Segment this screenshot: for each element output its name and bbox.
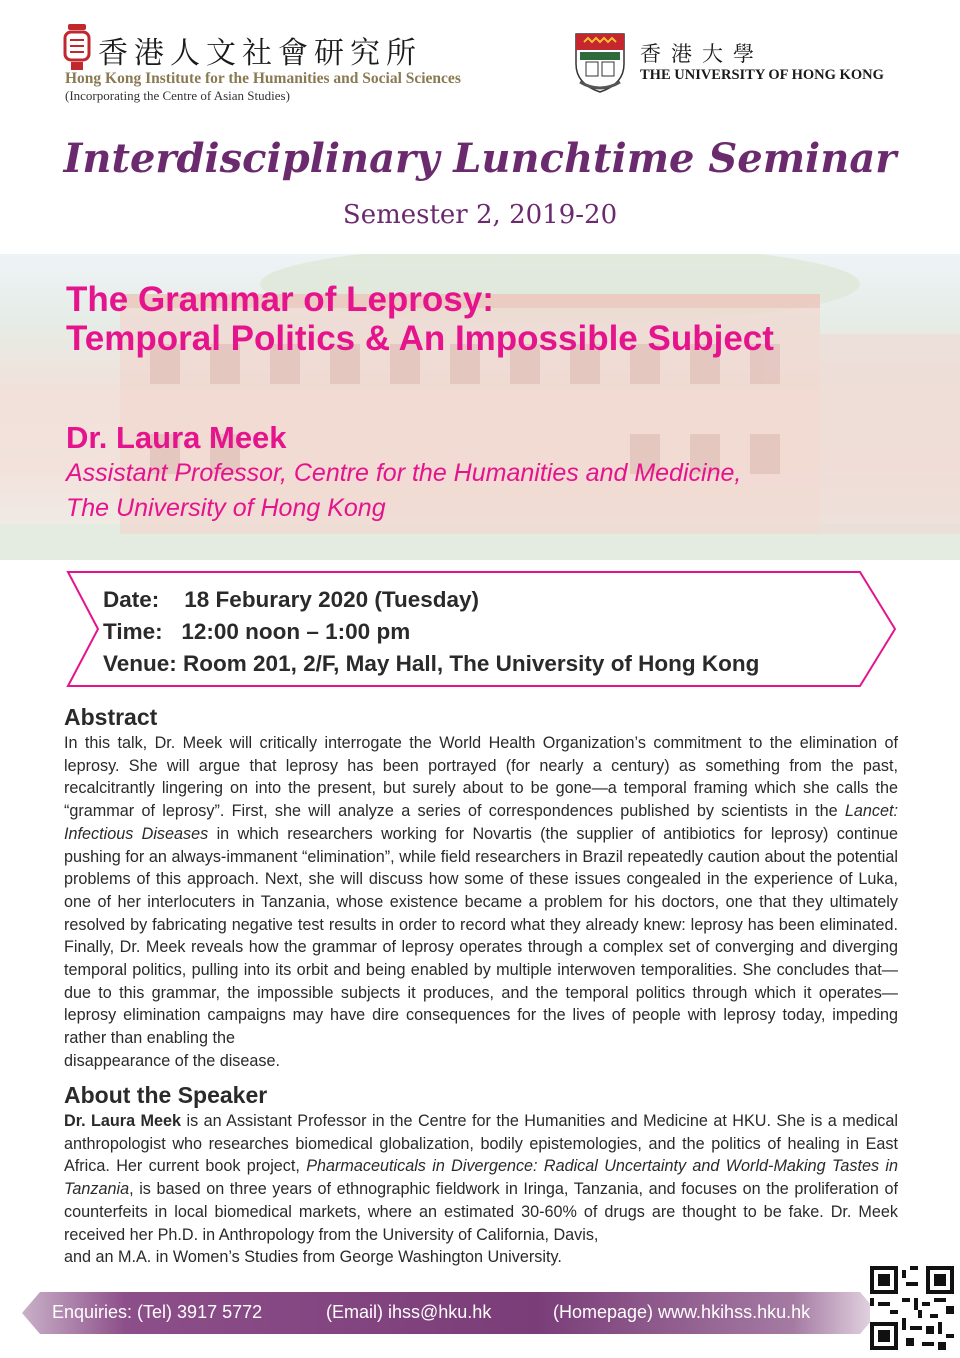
date-label: Date: bbox=[103, 587, 160, 612]
speaker-bio-text-3: and an M.A. in Women’s Studies from George Washington University. bbox=[64, 1248, 562, 1267]
abstract-text-3: disappearance of the disease. bbox=[64, 1051, 280, 1070]
abstract-text-2: in which researchers working for Novartis (the supplier of antibiotics for leprosy) continue pushing for an always-immanent “elimination”, while field researchers in Brazil repeatedly caution about the potential problems of this approach. Next, she will discuss how some of these issues congealed in the experience of Luka, one of her interlocuters in Tanzania, whose existence became a problem for his doctors, one that they ultimately resolved by fabricating negative test results in order to record what they already knew: leprosy has been eliminated. Finally, Dr. Meek reveals how the grammar of leprosy operates through a complex set of converging and diverging temporal politics, pulling into its orbit and being enabled by multiple interwoven temporalities. She concludes that—due to this grammar, the impossible subjects it produces, and the temporal politics through which it operates—leprosy elimination campaigns may have dire consequences for the lives of people with leprosy today, impeding rather than enabling the bbox=[64, 824, 898, 1048]
event-details bbox=[103, 584, 759, 680]
journal-name: Lancet: Infectious Diseases bbox=[64, 802, 898, 843]
speaker-bio-name: Dr. Laura Meek bbox=[64, 1112, 182, 1130]
speaker-bio-text-2: , is based on three years of ethnographic fieldwork in Iringa, Tanzania, and focuses on the proliferation of counterfeits in local biomedical markets, where an estimated 30-60% of drugs are thought to be fake. Dr. Meek received her Ph.D. in Anthropology from the University of California, Davis, bbox=[64, 1180, 898, 1244]
abstract-body bbox=[64, 732, 898, 1073]
talk-title bbox=[66, 280, 774, 358]
book-title: Pharmaceuticals in Divergence: Radical Uncertainty and World-Making Tastes in Tanzania bbox=[64, 1157, 898, 1199]
speaker-bio-text-1: is an Assistant Professor in the Centre for the Humanities and Medicine at HKU. She is a medical anthropologist who researches biomedical globalization, bodily epistemologies, and the politics of healing in East Africa. Her current book project, bbox=[64, 1112, 898, 1176]
date-row bbox=[103, 584, 759, 616]
venue-row bbox=[103, 648, 759, 680]
hku-crest-icon bbox=[572, 30, 628, 94]
ihss-logo-icon bbox=[62, 22, 92, 72]
enquiries-phone: Enquiries: (Tel) 3917 5772 bbox=[52, 1302, 263, 1322]
abstract-text-1: In this talk, Dr. Meek will critically interrogate the World Health Organization’s commitment to the elimination of leprosy. She will argue that leprosy has been portrayed (for nearly a century) as something from the past, recalcitrantly lingering on into the present, but surely about to be gone—a temporal framing which she calls the “grammar of leprosy”. First, she will analyze a series of correspondences published by scientists in the bbox=[64, 734, 898, 821]
ihss-chinese-name: 香港人文社會研究所 bbox=[98, 36, 422, 71]
time-value: 12:00 noon – 1:00 pm bbox=[181, 619, 411, 644]
speaker-bio bbox=[64, 1110, 898, 1269]
date-value: 18 Feburary 2020 (Tuesday) bbox=[184, 587, 480, 612]
series-title: Interdisciplinary Lunchtime Seminar bbox=[63, 135, 897, 182]
hku-english-name: THE UNIVERSITY OF HONG KONG bbox=[640, 67, 884, 83]
venue-value: Room 201, 2/F, May Hall, The University of Hong Kong bbox=[183, 651, 760, 676]
speaker-affiliation-line1: Assistant Professor, Centre for the Humanities and Medicine, bbox=[66, 459, 742, 487]
footer-contacts bbox=[0, 1302, 860, 1326]
hku-chinese-name: 香港大學 bbox=[640, 42, 764, 66]
speaker-name: Dr. Laura Meek bbox=[66, 420, 287, 455]
qr-code-icon[interactable] bbox=[870, 1266, 954, 1350]
ihss-english-name: Hong Kong Institute for the Humanities and Social Sciences bbox=[65, 70, 461, 87]
venue-label: Venue: bbox=[103, 651, 177, 676]
contact-email[interactable]: (Email) ihss@hku.hk bbox=[326, 1302, 492, 1322]
speaker-affiliation-line2: The University of Hong Kong bbox=[66, 494, 386, 522]
speaker-affiliation bbox=[66, 456, 741, 526]
speaker-heading: About the Speaker bbox=[64, 1082, 268, 1108]
ihss-subtitle: (Incorporating the Centre of Asian Studies) bbox=[65, 88, 290, 103]
time-label: Time: bbox=[103, 619, 163, 644]
talk-title-line1: The Grammar of Leprosy: bbox=[66, 280, 494, 319]
abstract-heading: Abstract bbox=[64, 704, 158, 730]
homepage-link[interactable]: (Homepage) www.hkihss.hku.hk bbox=[553, 1302, 811, 1322]
semester-label: Semester 2, 2019-20 bbox=[342, 200, 618, 230]
time-row bbox=[103, 616, 759, 648]
talk-title-line2: Temporal Politics & An Impossible Subject bbox=[66, 319, 774, 358]
